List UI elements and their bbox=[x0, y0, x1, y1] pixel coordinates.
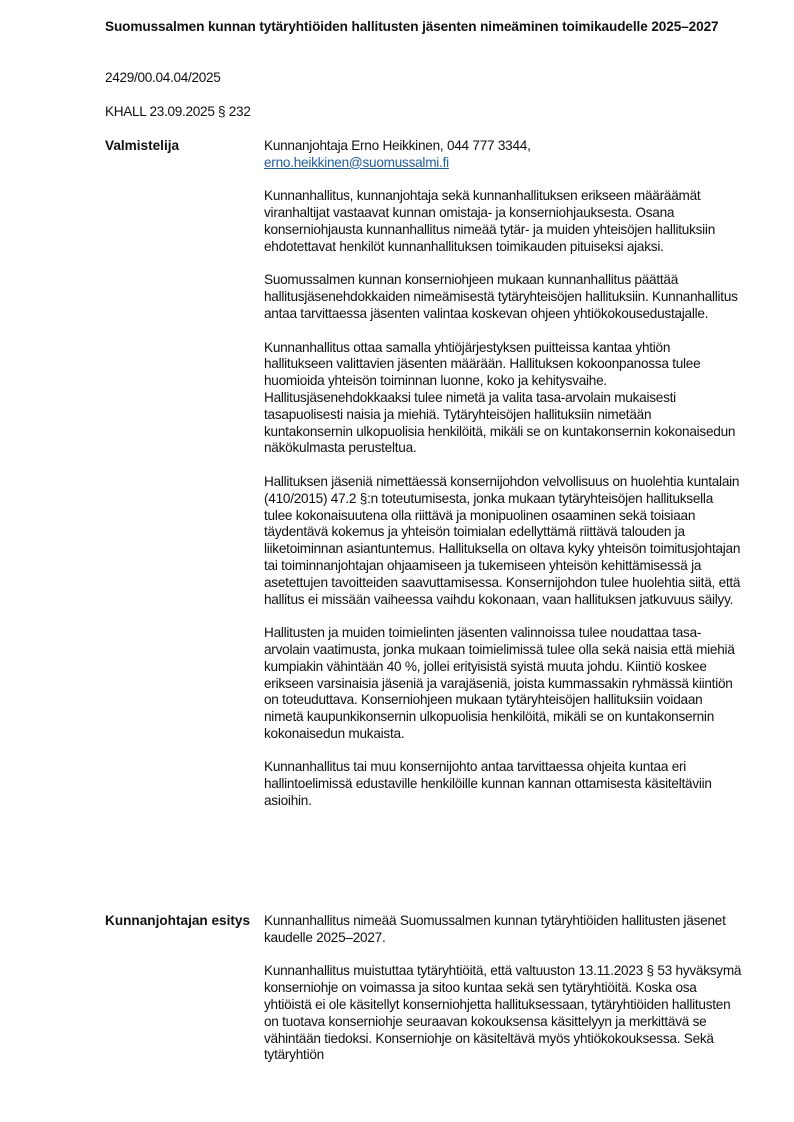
esitys-label: Kunnanjohtajan esitys bbox=[105, 913, 251, 928]
email-link[interactable]: erno.heikkinen@suomussalmi.fi bbox=[264, 154, 449, 170]
esitys-section bbox=[264, 913, 742, 1081]
meeting-reference: KHALL 23.09.2025 § 232 bbox=[105, 104, 251, 119]
contact-line: Kunnanjohtaja Erno Heikkinen, 044 777 3344, bbox=[264, 138, 531, 153]
paragraph: Hallituksen jäseniä nimettäessä konsernijohdon velvollisuus on huolehtia kuntalain (410/2015) 47.2 §:n toteutumisesta, jonka mukaan tytäryhteisöjen hallituksella tulee kokonaisuutena olla riittävä ja monipuolinen osaaminen sekä toisiaan täydentävä kokemus ja yhteisön toimialan edellyttämä riittävä talouden ja liiketoiminnan asiantuntemus. Hallituksella on oltava kyky yhteisön toimitusjohtajan tai toiminnanjohtajan ohjaamiseen ja tukemiseen yhteisön kehittämisessä ja asetettujen tavoitteiden saavuttamisessa. Konsernijohdon tulee huolehtia siitä, että hallitus ei missään vaiheessa vaihdu kokonaan, vaan hallituksen jatkuvuus säilyy. bbox=[264, 473, 741, 607]
paragraph: Hallitusten ja muiden toimielinten jäsenten valinnoissa tulee noudattaa tasa-arvolain vaatimusta, jonka mukaan toimielimissä tulee olla sekä naisia että miehiä kumpiakin vähintään 40 %, jollei erityisistä syistä muuta johdu. Kiintiö koskee erikseen varsinaisia jäseniä ja varajäseniä, joista kummassakin ryhmässä kiintiön on toteuduttava. Konserniohjeen mukaan tytäryhteisöjen hallituksiin voidaan nimetä kaupunkikonsernin ulkopuolisia henkilöitä, mikäli se on kuntakonsernin kokonaisedun mukaista. bbox=[264, 625, 735, 741]
paragraph: Kunnanhallitus nimeää Suomussalmen kunnan tytäryhtiöiden hallitusten jäsenet kaudelle 2025–2027. bbox=[264, 913, 726, 945]
paragraph: Kunnanhallitus tai muu konsernijohto antaa tarvittaessa ohjeita kuntaa eri hallintoelimissä edustaville henkilöille kunnan kannan ottamisesta käsiteltäviin asioihin. bbox=[264, 759, 712, 809]
contact-block bbox=[264, 138, 742, 172]
paragraph: Kunnanhallitus ottaa samalla yhtiöjärjestyksen puitteissa kantaa yhtiön hallitukseen valittavien jäsenten määrään. Hallituksen kokoonpanossa tulee huomioida yhteisön toiminnan luonne, koko ja kehitysvaihe. Hallitusjäsenehdokkaaksi tulee nimetä ja valita tasa-arvolain mukaisesti tasapuolisesti naisia ja miehiä. Tytäryhteisöjen hallituksiin nimetään kuntakonsernin ulkopuolisia henkilöitä, mikäli se on kuntakonsernin kokonaisedun näkökulmasta perusteltua. bbox=[264, 339, 736, 456]
record-number: 2429/00.04.04/2025 bbox=[105, 70, 221, 85]
paragraph: Suomussalmen kunnan konserniohjeen mukaan kunnanhallitus päättää hallitusjäsenehdokkaiden nimeämisestä tytäryhteisöjen hallituksiin. Kunnanhallitus antaa tarvittaessa jäsenten valintaa koskevan ohjeen yhtiökokousedustajalle. bbox=[264, 272, 738, 321]
paragraph: Kunnanhallitus muistuttaa tytäryhtiöitä, että valtuuston 13.11.2023 § 53 hyväksymä konserniohje on voimassa ja sitoo kuntaa sekä sen tytäryhtiöitä. Koska osa yhtiöistä ei ole käsitellyt konserniohjetta hallituksessaan, tytäryhtiöiden hallitusten on tuotava konserniohje seuraavan kokouksensa käsittelyyn ja merkittävä se vähintään tiedoksi. Konserniohje on käsiteltävä myös yhtiökokouksessa. Sekä tytäryhtiön bbox=[264, 963, 742, 1063]
valmistelija-section bbox=[264, 138, 742, 827]
valmistelija-label: Valmistelija bbox=[105, 138, 180, 153]
document-title: Suomussalmen kunnan tytäryhtiöiden hallitusten jäsenten nimeäminen toimikaudelle 2025–2027 bbox=[105, 19, 719, 34]
paragraph: Kunnanhallitus, kunnanjohtaja sekä kunnanhallituksen erikseen määräämät viranhaltijat vastaavat kunnan omistaja- ja konserniohjauksesta. Osana konserniohjausta kunnanhallitus nimeää tytär- ja muiden yhteisöjen hallituksiin ehdotettavat henkilöt kunnanhallituksen toimikauden pituiseksi ajaksi. bbox=[264, 188, 716, 254]
